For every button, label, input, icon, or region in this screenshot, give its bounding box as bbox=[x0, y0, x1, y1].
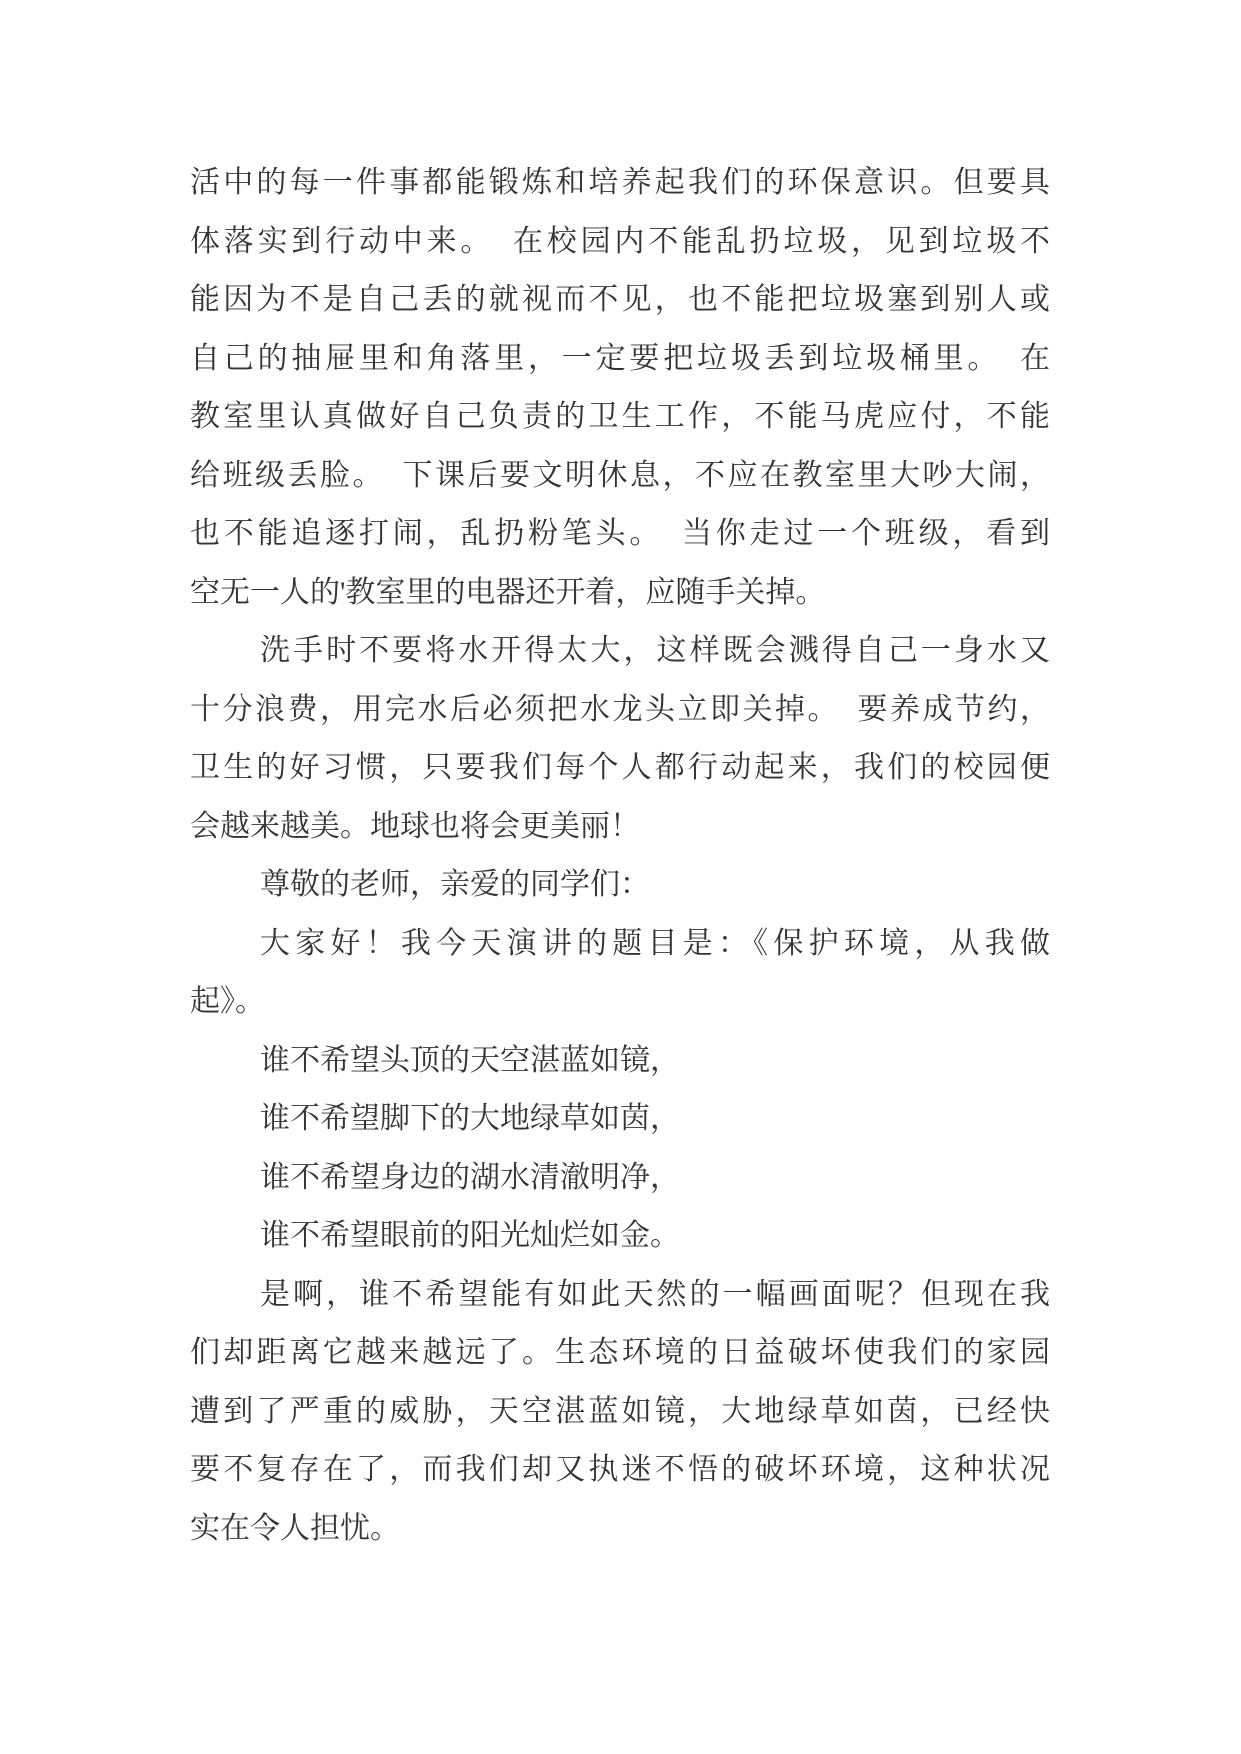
text-line: 卫生的好习惯，只要我们每个人都行动起来，我们的校园便 bbox=[190, 751, 1050, 784]
text-line: 大家好！我今天演讲的题目是：《保护环境，从我做 bbox=[260, 926, 1050, 960]
text-line: 空无一人的'教室里的电器还开着，应随手关掉。 bbox=[190, 575, 826, 609]
text-line: 是啊，谁不希望能有如此天然的一幅画面呢？但现在我 bbox=[260, 1277, 1050, 1311]
text-line: 谁不希望眼前的阳光灿烂如金。 bbox=[260, 1219, 680, 1252]
text-line: 也不能追逐打闹，乱扔粉笔头。 当你走过一个班级，看到 bbox=[190, 517, 1050, 550]
text-line: 洗手时不要将水开得太大，这样既会溅得自己一身水又 bbox=[260, 634, 1050, 667]
text-line: 给班级丢脸。 下课后要文明休息，不应在教室里大吵大闹， bbox=[190, 458, 1050, 492]
text-line: 谁不希望身边的湖水清澈明净， bbox=[260, 1160, 680, 1194]
text-line: 起》。 bbox=[190, 985, 265, 1018]
text-line: 们却距离它越来越远了。生态环境的日益破坏使我们的家园 bbox=[190, 1336, 1050, 1369]
text-line: 遭到了严重的威胁，天空湛蓝如镜，大地绿草如茵，已经快 bbox=[190, 1394, 1050, 1428]
text-line: 自己的抽屉里和角落里，一定要把垃圾丢到垃圾桶里。 在 bbox=[190, 341, 1050, 375]
text-line: 活中的每一件事都能锻炼和培养起我们的环保意识。但要具 bbox=[190, 166, 1050, 199]
text-line: 实在令人担忧。 bbox=[190, 1511, 400, 1545]
document-text bbox=[190, 154, 1050, 1558]
text-line: 体落实到行动中来。 在校园内不能乱扔垃圾，见到垃圾不 bbox=[190, 224, 1050, 258]
text-line: 尊敬的老师，亲爱的同学们： bbox=[260, 868, 650, 901]
text-line: 十分浪费，用完水后必须把水龙头立即关掉。 要养成节约， bbox=[190, 692, 1050, 726]
text-line: 教室里认真做好自己负责的卫生工作，不能马虎应付，不能 bbox=[190, 400, 1050, 433]
text-line: 能因为不是自己丢的就视而不见，也不能把垃圾塞到别人或 bbox=[190, 283, 1050, 316]
text-line: 谁不希望脚下的大地绿草如茵， bbox=[260, 1102, 680, 1135]
text-line: 会越来越美。地球也将会更美丽！ bbox=[190, 809, 640, 843]
text-line: 谁不希望头顶的天空湛蓝如镜， bbox=[260, 1043, 680, 1077]
text-line: 要不复存在了，而我们却又执迷不悟的破坏环境，这种状况 bbox=[190, 1453, 1050, 1486]
